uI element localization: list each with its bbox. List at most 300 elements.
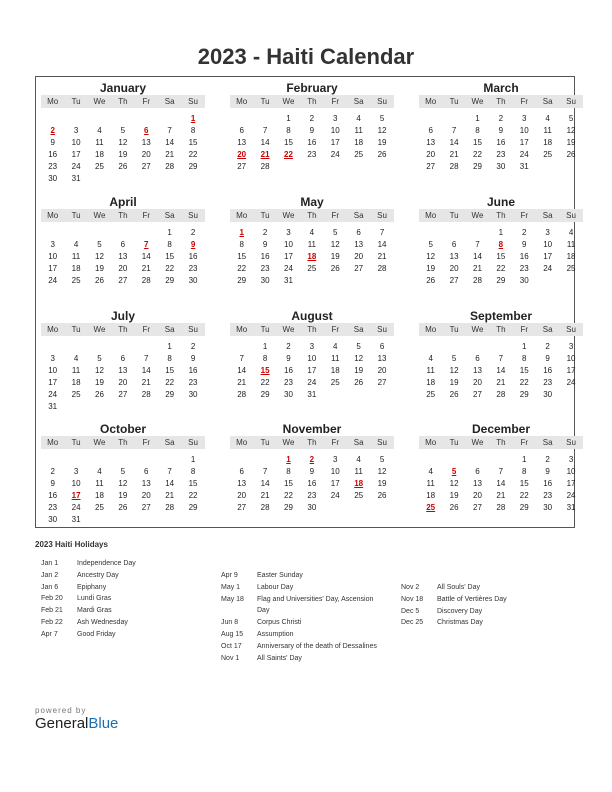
day-cell[interactable]: 28 (496, 502, 506, 512)
day-cell[interactable]: 10 (330, 466, 340, 476)
day-cell[interactable]: 21 (449, 149, 459, 159)
day-cell[interactable]: 23 (496, 149, 506, 159)
day-cell[interactable]: 14 (237, 365, 247, 375)
day-cell[interactable]: 24 (330, 490, 340, 500)
day-cell[interactable]: 16 (307, 137, 317, 147)
day-cell[interactable]: 13 (237, 478, 247, 488)
day-cell[interactable]: 6 (356, 227, 361, 237)
day-cell[interactable]: 10 (330, 125, 340, 135)
day-cell[interactable]: 1 (498, 227, 504, 237)
day-cell[interactable]: 14 (449, 137, 459, 147)
day-cell[interactable]: 11 (71, 365, 81, 375)
day-cell[interactable]: 8 (286, 125, 291, 135)
day-cell[interactable]: 19 (330, 251, 340, 261)
day-cell[interactable]: 12 (377, 466, 387, 476)
day-cell[interactable]: 4 (309, 227, 315, 237)
day-cell[interactable]: 24 (519, 149, 529, 159)
day-cell[interactable]: 6 (120, 239, 126, 249)
day-cell[interactable]: 7 (262, 125, 268, 135)
day-cell[interactable]: 14 (165, 478, 175, 488)
day-cell[interactable]: 10 (48, 251, 58, 261)
day-cell[interactable]: 1 (167, 227, 172, 237)
day-cell[interactable]: 26 (118, 502, 128, 512)
day-cell[interactable]: 9 (545, 353, 550, 363)
day-cell[interactable]: 16 (307, 478, 317, 488)
day-cell[interactable]: 4 (545, 113, 550, 123)
day-cell[interactable]: 10 (519, 125, 529, 135)
day-cell[interactable]: 11 (354, 125, 363, 135)
day-cell[interactable]: 17 (543, 251, 553, 261)
day-cell[interactable]: 2 (498, 113, 504, 123)
day-cell[interactable]: 31 (284, 275, 293, 285)
day-cell[interactable]: 22 (284, 490, 293, 500)
day-cell[interactable]: 4 (356, 113, 361, 123)
day-cell[interactable]: 29 (260, 389, 270, 399)
day-cell[interactable]: 9 (309, 466, 315, 476)
day-cell[interactable]: 23 (307, 490, 317, 500)
day-cell[interactable]: 16 (48, 490, 58, 500)
day-cell[interactable]: 22 (496, 263, 506, 273)
day-cell[interactable]: 12 (566, 125, 576, 135)
day-cell[interactable]: 25 (354, 149, 364, 159)
day-cell[interactable]: 29 (188, 502, 198, 512)
day-cell[interactable]: 9 (50, 478, 55, 488)
day-cell[interactable]: 2 (190, 227, 196, 237)
day-cell[interactable]: 19 (449, 490, 459, 500)
day-cell[interactable]: 27 (237, 502, 247, 512)
day-cell[interactable]: 30 (48, 173, 58, 183)
day-cell[interactable]: 14 (141, 365, 151, 375)
day-cell[interactable]: 10 (71, 137, 81, 147)
day-cell[interactable]: 2 (309, 454, 315, 464)
day-cell[interactable]: 8 (167, 239, 172, 249)
day-cell[interactable]: 26 (330, 263, 340, 273)
day-cell[interactable]: 21 (141, 377, 151, 387)
day-cell[interactable]: 28 (496, 389, 506, 399)
day-cell[interactable]: 14 (473, 251, 482, 261)
day-cell[interactable]: 19 (95, 263, 104, 273)
day-cell[interactable]: 18 (354, 478, 364, 488)
day-cell[interactable]: 6 (144, 466, 149, 476)
day-cell[interactable]: 10 (543, 239, 553, 249)
day-cell[interactable]: 12 (118, 137, 128, 147)
day-cell[interactable]: 1 (262, 341, 268, 351)
day-cell[interactable]: 8 (167, 353, 172, 363)
day-cell[interactable]: 24 (48, 275, 58, 285)
day-cell[interactable]: 11 (566, 239, 576, 249)
day-cell[interactable]: 3 (73, 125, 79, 135)
day-cell[interactable]: 13 (118, 251, 128, 261)
day-cell[interactable]: 17 (71, 149, 81, 159)
day-cell[interactable]: 11 (543, 125, 552, 135)
day-cell[interactable]: 17 (566, 365, 576, 375)
day-cell[interactable]: 12 (330, 239, 340, 249)
day-cell[interactable]: 23 (188, 377, 198, 387)
day-cell[interactable]: 5 (451, 466, 457, 476)
day-cell[interactable]: 20 (473, 490, 482, 500)
day-cell[interactable]: 30 (48, 514, 58, 524)
day-cell[interactable]: 22 (188, 149, 198, 159)
day-cell[interactable]: 3 (522, 113, 527, 123)
day-cell[interactable]: 5 (120, 125, 126, 135)
day-cell[interactable]: 2 (545, 341, 550, 351)
day-cell[interactable]: 22 (237, 263, 247, 273)
day-cell[interactable]: 29 (284, 502, 293, 512)
day-cell[interactable]: 19 (95, 377, 104, 387)
day-cell[interactable]: 7 (451, 125, 457, 135)
day-cell[interactable]: 26 (95, 389, 104, 399)
day-cell[interactable]: 13 (449, 251, 459, 261)
day-cell[interactable]: 21 (141, 263, 151, 273)
day-cell[interactable]: 7 (498, 353, 504, 363)
day-cell[interactable]: 12 (377, 125, 387, 135)
day-cell[interactable]: 22 (519, 490, 529, 500)
day-cell[interactable]: 12 (354, 353, 364, 363)
day-cell[interactable]: 10 (307, 353, 317, 363)
day-cell[interactable]: 5 (428, 239, 433, 249)
day-cell[interactable]: 18 (566, 251, 576, 261)
day-cell[interactable]: 7 (167, 466, 172, 476)
day-cell[interactable]: 14 (260, 137, 270, 147)
day-cell[interactable]: 14 (141, 251, 151, 261)
day-cell[interactable]: 5 (97, 239, 102, 249)
day-cell[interactable]: 16 (543, 478, 553, 488)
day-cell[interactable]: 11 (95, 137, 104, 147)
day-cell[interactable]: 25 (307, 263, 317, 273)
day-cell[interactable]: 27 (473, 502, 482, 512)
day-cell[interactable]: 4 (73, 239, 79, 249)
day-cell[interactable]: 17 (48, 263, 58, 273)
day-cell[interactable]: 5 (379, 454, 385, 464)
day-cell[interactable]: 27 (473, 389, 482, 399)
day-cell[interactable]: 25 (426, 389, 436, 399)
day-cell[interactable]: 18 (71, 377, 81, 387)
day-cell[interactable]: 25 (71, 275, 81, 285)
day-cell[interactable]: 13 (237, 137, 247, 147)
day-cell[interactable]: 27 (237, 161, 247, 171)
day-cell[interactable]: 28 (260, 161, 270, 171)
day-cell[interactable]: 24 (71, 161, 81, 171)
day-cell[interactable]: 27 (426, 161, 436, 171)
day-cell[interactable]: 13 (354, 239, 364, 249)
day-cell[interactable]: 11 (307, 239, 317, 249)
day-cell[interactable]: 20 (354, 251, 364, 261)
day-cell[interactable]: 23 (307, 149, 317, 159)
day-cell[interactable]: 3 (568, 341, 574, 351)
day-cell[interactable]: 29 (519, 389, 529, 399)
day-cell[interactable]: 7 (379, 227, 385, 237)
day-cell[interactable]: 9 (522, 239, 527, 249)
day-cell[interactable]: 13 (473, 478, 482, 488)
day-cell[interactable]: 11 (354, 466, 363, 476)
day-cell[interactable]: 15 (165, 251, 175, 261)
day-cell[interactable]: 1 (286, 454, 291, 464)
day-cell[interactable]: 7 (239, 353, 244, 363)
day-cell[interactable]: 2 (50, 125, 55, 135)
day-cell[interactable]: 6 (475, 466, 480, 476)
day-cell[interactable]: 23 (284, 377, 293, 387)
day-cell[interactable]: 3 (568, 454, 574, 464)
day-cell[interactable]: 17 (307, 365, 317, 375)
day-cell[interactable]: 23 (48, 161, 58, 171)
day-cell[interactable]: 21 (473, 263, 482, 273)
day-cell[interactable]: 11 (71, 251, 81, 261)
day-cell[interactable]: 26 (95, 275, 104, 285)
day-cell[interactable]: 18 (71, 263, 81, 273)
day-cell[interactable]: 14 (260, 478, 270, 488)
day-cell[interactable]: 24 (566, 490, 576, 500)
day-cell[interactable]: 16 (496, 137, 506, 147)
day-cell[interactable]: 7 (475, 239, 480, 249)
day-cell[interactable]: 5 (568, 113, 574, 123)
day-cell[interactable]: 19 (118, 490, 128, 500)
day-cell[interactable]: 6 (144, 125, 149, 135)
day-cell[interactable]: 18 (543, 137, 553, 147)
day-cell[interactable]: 8 (190, 125, 196, 135)
day-cell[interactable]: 2 (50, 466, 55, 476)
day-cell[interactable]: 29 (473, 161, 482, 171)
day-cell[interactable]: 14 (377, 239, 387, 249)
day-cell[interactable]: 27 (354, 263, 364, 273)
day-cell[interactable]: 30 (284, 389, 293, 399)
day-cell[interactable]: 9 (286, 353, 291, 363)
day-cell[interactable]: 8 (190, 466, 196, 476)
day-cell[interactable]: 9 (545, 466, 550, 476)
day-cell[interactable]: 23 (260, 263, 270, 273)
day-cell[interactable]: 11 (426, 478, 435, 488)
day-cell[interactable]: 30 (188, 389, 198, 399)
day-cell[interactable]: 13 (426, 137, 436, 147)
day-cell[interactable]: 8 (498, 239, 504, 249)
day-cell[interactable]: 16 (260, 251, 270, 261)
day-cell[interactable]: 20 (449, 263, 459, 273)
day-cell[interactable]: 16 (519, 251, 529, 261)
day-cell[interactable]: 31 (71, 173, 81, 183)
day-cell[interactable]: 31 (48, 401, 58, 411)
day-cell[interactable]: 1 (167, 341, 172, 351)
day-cell[interactable]: 22 (519, 377, 529, 387)
day-cell[interactable]: 8 (239, 239, 244, 249)
day-cell[interactable]: 28 (141, 389, 151, 399)
day-cell[interactable]: 30 (519, 275, 529, 285)
day-cell[interactable]: 2 (286, 341, 291, 351)
day-cell[interactable]: 18 (95, 490, 104, 500)
day-cell[interactable]: 29 (165, 275, 175, 285)
day-cell[interactable]: 31 (566, 502, 576, 512)
day-cell[interactable]: 2 (545, 454, 550, 464)
day-cell[interactable]: 1 (190, 454, 196, 464)
day-cell[interactable]: 21 (165, 149, 175, 159)
day-cell[interactable]: 18 (426, 377, 436, 387)
day-cell[interactable]: 9 (498, 125, 504, 135)
day-cell[interactable]: 15 (519, 478, 529, 488)
day-cell[interactable]: 9 (190, 353, 196, 363)
day-cell[interactable]: 26 (426, 275, 436, 285)
day-cell[interactable]: 20 (141, 149, 151, 159)
day-cell[interactable]: 14 (165, 137, 175, 147)
day-cell[interactable]: 3 (309, 341, 315, 351)
day-cell[interactable]: 20 (118, 377, 128, 387)
day-cell[interactable]: 13 (118, 365, 128, 375)
day-cell[interactable]: 8 (286, 466, 291, 476)
day-cell[interactable]: 3 (286, 227, 291, 237)
day-cell[interactable]: 6 (239, 466, 244, 476)
day-cell[interactable]: 3 (545, 227, 550, 237)
day-cell[interactable]: 19 (377, 137, 387, 147)
day-cell[interactable]: 31 (519, 161, 529, 171)
day-cell[interactable]: 24 (543, 263, 553, 273)
day-cell[interactable]: 2 (309, 113, 315, 123)
day-cell[interactable]: 19 (426, 263, 436, 273)
day-cell[interactable]: 28 (141, 275, 151, 285)
day-cell[interactable]: 23 (188, 263, 198, 273)
day-cell[interactable]: 25 (71, 389, 81, 399)
day-cell[interactable]: 21 (377, 251, 387, 261)
day-cell[interactable]: 17 (284, 251, 293, 261)
day-cell[interactable]: 22 (165, 377, 175, 387)
day-cell[interactable]: 15 (188, 478, 198, 488)
day-cell[interactable]: 2 (262, 227, 268, 237)
day-cell[interactable]: 28 (449, 161, 459, 171)
day-cell[interactable]: 12 (449, 478, 459, 488)
day-cell[interactable]: 7 (262, 466, 268, 476)
day-cell[interactable]: 15 (496, 251, 506, 261)
day-cell[interactable]: 9 (262, 239, 268, 249)
day-cell[interactable]: 21 (165, 490, 175, 500)
day-cell[interactable]: 25 (566, 263, 576, 273)
day-cell[interactable]: 20 (141, 490, 151, 500)
day-cell[interactable]: 11 (95, 478, 104, 488)
day-cell[interactable]: 27 (118, 389, 128, 399)
day-cell[interactable]: 18 (426, 490, 436, 500)
day-cell[interactable]: 6 (239, 125, 244, 135)
day-cell[interactable]: 18 (95, 149, 104, 159)
day-cell[interactable]: 17 (519, 137, 529, 147)
day-cell[interactable]: 4 (73, 353, 79, 363)
day-cell[interactable]: 15 (473, 137, 482, 147)
day-cell[interactable]: 17 (566, 478, 576, 488)
day-cell[interactable]: 26 (354, 377, 364, 387)
day-cell[interactable]: 21 (237, 377, 247, 387)
day-cell[interactable]: 5 (97, 353, 102, 363)
day-cell[interactable]: 25 (354, 490, 364, 500)
day-cell[interactable]: 12 (449, 365, 459, 375)
day-cell[interactable]: 14 (496, 478, 506, 488)
day-cell[interactable]: 22 (284, 149, 293, 159)
day-cell[interactable]: 5 (379, 113, 385, 123)
day-cell[interactable]: 11 (426, 365, 435, 375)
day-cell[interactable]: 3 (50, 353, 55, 363)
day-cell[interactable]: 29 (237, 275, 247, 285)
day-cell[interactable]: 19 (377, 478, 387, 488)
day-cell[interactable]: 21 (496, 377, 506, 387)
day-cell[interactable]: 4 (333, 341, 338, 351)
day-cell[interactable]: 20 (473, 377, 482, 387)
day-cell[interactable]: 8 (522, 353, 527, 363)
day-cell[interactable]: 22 (165, 263, 175, 273)
day-cell[interactable]: 10 (48, 365, 58, 375)
day-cell[interactable]: 29 (188, 161, 198, 171)
day-cell[interactable]: 3 (50, 239, 55, 249)
day-cell[interactable]: 31 (307, 389, 317, 399)
day-cell[interactable]: 28 (473, 275, 482, 285)
day-cell[interactable]: 8 (475, 125, 480, 135)
day-cell[interactable]: 27 (377, 377, 387, 387)
day-cell[interactable]: 26 (377, 149, 387, 159)
day-cell[interactable]: 29 (519, 502, 529, 512)
day-cell[interactable]: 4 (428, 466, 433, 476)
day-cell[interactable]: 25 (426, 502, 436, 512)
day-cell[interactable]: 17 (48, 377, 58, 387)
day-cell[interactable]: 15 (165, 365, 175, 375)
day-cell[interactable]: 5 (120, 466, 126, 476)
day-cell[interactable]: 28 (165, 502, 175, 512)
day-cell[interactable]: 26 (449, 389, 459, 399)
day-cell[interactable]: 12 (118, 478, 128, 488)
day-cell[interactable]: 27 (141, 502, 151, 512)
day-cell[interactable]: 19 (354, 365, 364, 375)
day-cell[interactable]: 25 (95, 502, 104, 512)
day-cell[interactable]: 28 (377, 263, 387, 273)
day-cell[interactable]: 15 (260, 365, 270, 375)
day-cell[interactable]: 30 (543, 389, 553, 399)
day-cell[interactable]: 30 (543, 502, 553, 512)
day-cell[interactable]: 27 (141, 161, 151, 171)
day-cell[interactable]: 5 (451, 353, 457, 363)
day-cell[interactable]: 30 (188, 275, 198, 285)
day-cell[interactable]: 6 (120, 353, 126, 363)
day-cell[interactable]: 12 (95, 251, 104, 261)
day-cell[interactable]: 5 (333, 227, 338, 237)
day-cell[interactable]: 4 (356, 454, 361, 464)
day-cell[interactable]: 22 (473, 149, 482, 159)
day-cell[interactable]: 28 (165, 161, 175, 171)
day-cell[interactable]: 28 (260, 502, 270, 512)
day-cell[interactable]: 21 (260, 149, 270, 159)
day-cell[interactable]: 20 (237, 149, 247, 159)
day-cell[interactable]: 9 (190, 239, 196, 249)
brand-logo[interactable] (35, 706, 118, 732)
day-cell[interactable]: 1 (522, 341, 527, 351)
day-cell[interactable]: 25 (543, 149, 553, 159)
day-cell[interactable]: 13 (473, 365, 482, 375)
day-cell[interactable]: 17 (330, 478, 340, 488)
day-cell[interactable]: 12 (426, 251, 436, 261)
day-cell[interactable]: 4 (428, 353, 433, 363)
day-cell[interactable]: 2 (190, 341, 196, 351)
day-cell[interactable]: 1 (522, 454, 527, 464)
day-cell[interactable]: 16 (284, 365, 293, 375)
day-cell[interactable]: 30 (307, 502, 317, 512)
day-cell[interactable]: 24 (566, 377, 576, 387)
day-cell[interactable]: 20 (426, 149, 436, 159)
day-cell[interactable]: 21 (496, 490, 506, 500)
day-cell[interactable]: 24 (307, 377, 317, 387)
day-cell[interactable]: 17 (330, 137, 340, 147)
day-cell[interactable]: 21 (260, 490, 270, 500)
day-cell[interactable]: 29 (165, 389, 175, 399)
day-cell[interactable]: 17 (71, 490, 81, 500)
day-cell[interactable]: 16 (188, 251, 198, 261)
day-cell[interactable]: 4 (568, 227, 574, 237)
day-cell[interactable]: 15 (284, 137, 293, 147)
day-cell[interactable]: 29 (496, 275, 506, 285)
day-cell[interactable]: 23 (543, 490, 553, 500)
day-cell[interactable]: 12 (95, 365, 104, 375)
day-cell[interactable]: 1 (475, 113, 480, 123)
day-cell[interactable]: 6 (379, 341, 385, 351)
day-cell[interactable]: 9 (309, 125, 315, 135)
